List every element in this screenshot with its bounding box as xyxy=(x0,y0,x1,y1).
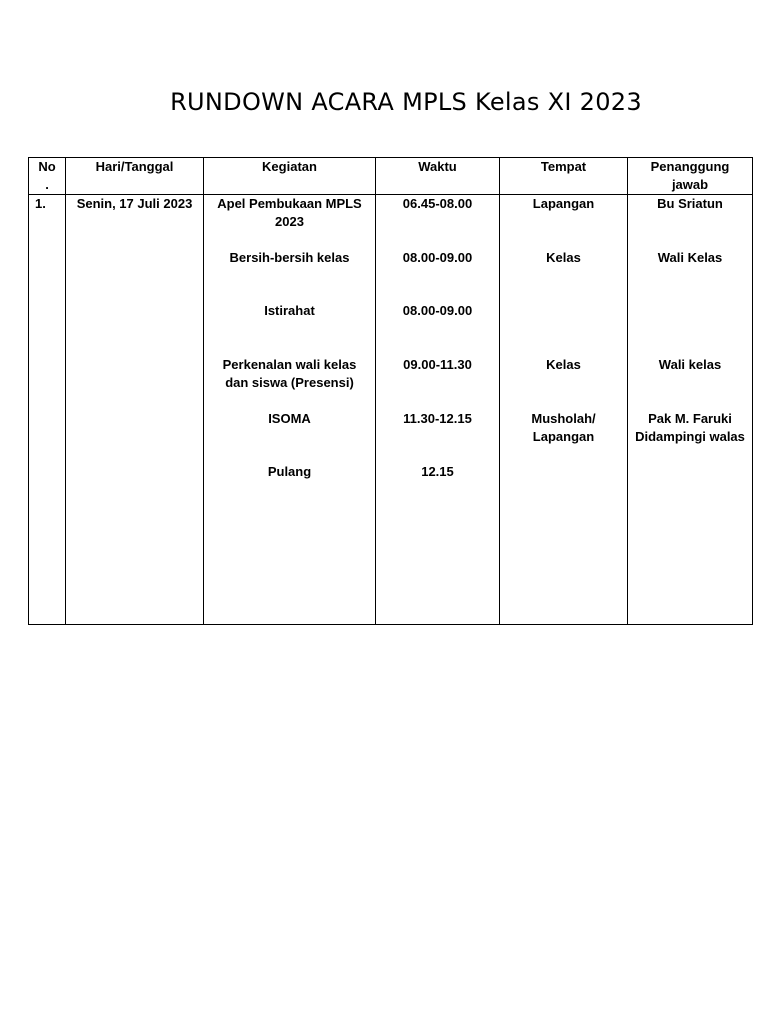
cell-kegiatan xyxy=(204,195,376,625)
kegiatan-entry: Bersih-bersih kelas xyxy=(229,249,350,265)
cell-no: 1. xyxy=(29,195,66,625)
rundown-table xyxy=(28,157,753,625)
kegiatan-entry: Pulang xyxy=(267,464,312,480)
waktu-entry: 12.15 xyxy=(421,464,454,480)
tempat-entry: Lapangan xyxy=(532,196,595,211)
tempat-entry: Musholah/ Lapangan xyxy=(531,410,596,444)
kegiatan-entry: Perkenalan wali kelas dan siswa (Presensi) xyxy=(222,357,357,391)
table-row xyxy=(29,195,753,625)
kegiatan-entry: Istirahat xyxy=(264,303,315,319)
header-hari-tanggal: Hari/Tanggal xyxy=(66,158,204,195)
waktu-entry: 08.00-09.00 xyxy=(402,303,473,319)
header-no: No . xyxy=(29,158,66,195)
cell-penanggung-jawab xyxy=(628,195,753,625)
waktu-entry: 09.00-11.30 xyxy=(403,357,472,373)
pj-entry: Wali Kelas xyxy=(657,249,723,265)
pj-entry: Wali kelas xyxy=(658,357,722,373)
header-kegiatan: Kegiatan xyxy=(204,158,376,195)
waktu-entry: 08.00-09.00 xyxy=(402,249,473,265)
pj-entry xyxy=(634,302,746,356)
header-penanggung-jawab: Penanggung jawab xyxy=(628,158,753,195)
tempat-entry xyxy=(506,463,621,517)
tempat-entry: Kelas xyxy=(546,249,581,265)
cell-hari-tanggal: Senin, 17 Juli 2023 xyxy=(66,195,204,625)
pj-entry: Bu Sriatun xyxy=(657,196,723,211)
tempat-entry xyxy=(506,302,621,356)
waktu-entry: 06.45-08.00 xyxy=(402,196,473,211)
cell-tempat xyxy=(500,195,628,625)
pj-entry: Pak M. Faruki Didampingi walas xyxy=(635,410,745,444)
header-tempat: Tempat xyxy=(500,158,628,195)
cell-waktu xyxy=(376,195,500,625)
tempat-entry: Kelas xyxy=(546,357,581,373)
waktu-entry: 11.30-12.15 xyxy=(403,410,472,426)
pj-entry xyxy=(634,463,746,517)
page-title: RUNDOWN ACARA MPLS Kelas XI 2023 xyxy=(170,88,642,116)
kegiatan-entry: ISOMA xyxy=(268,410,311,426)
header-waktu: Waktu xyxy=(376,158,500,195)
table-header-row xyxy=(29,158,753,195)
kegiatan-entry: Apel Pembukaan MPLS 2023 xyxy=(217,196,362,229)
